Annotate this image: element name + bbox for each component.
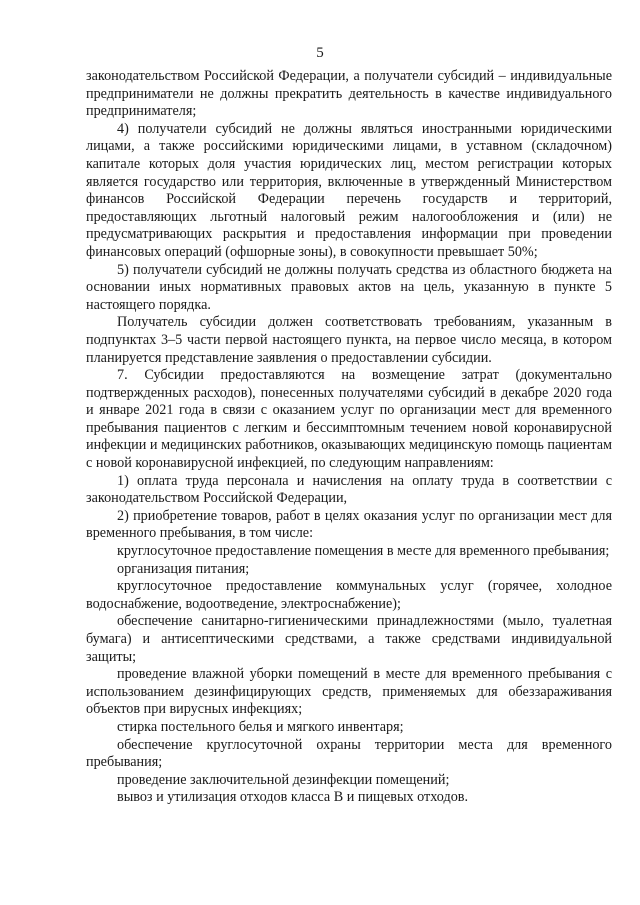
paragraph-section-7: 7. Субсидии предоставляются на возмещение затрат (документально подтвержденных расходов), понесенных получателями субсидий в декабре 2020 года и январе 2021 года в связи с оказанием услуг по организации мест для временного пребывания пациентов с легким и бессимптомным течением новой коронавирусной инфекции и медицинских работников, оказывающих медицинскую помощь пациентам с новой коронавирусной инфекцией, по следующим направлениям:	[86, 367, 612, 472]
paragraph-item-4: 4) получатели субсидий не должны являться иностранными юридическими лицами, а также российскими юридическими лицами, в уставном (складочном) капитале которых доля участия юридических лиц, местом регистрации которых является государство или территория, включенные в утвержденный Министерством финансов Российской Федерации перечень государств и территорий, предоставляющих льготный налоговый режим налогообложения и (или) не предусматривающих раскрытия и предоставления информации при проведении финансовых операций (офшорные зоны), в совокупности превышает 50%;	[86, 120, 612, 260]
paragraph-item-5: 5) получатели субсидий не должны получать средства из областного бюджета на основании иных нормативных правовых актов на цель, указанную в пункте 5 настоящего порядка.	[86, 261, 612, 313]
page-number: 5	[316, 45, 324, 61]
paragraph-direction-1: 1) оплата труда персонала и начисления на оплату труда в соответствии с законодательством Российской Федерации,	[86, 472, 612, 507]
list-item-laundry: стирка постельного белья и мягкого инвентаря;	[117, 718, 404, 735]
list-item-hygiene-supplies: обеспечение санитарно-гигиеническими принадлежностями (мыло, туалетная бумага) и антисептическими средствами, а также средствами индивидуальной защиты;	[86, 613, 612, 665]
list-item-wet-cleaning: проведение влажной уборки помещений в месте для временного пребывания с использованием дезинфицирующих средств, применяемых для обеззараживания объектов при вирусных инфекциях;	[86, 666, 612, 718]
list-item-accommodation: круглосуточное предоставление помещения в месте для временного пребывания;	[117, 543, 610, 560]
paragraph-recipient-requirements: Получатель субсидии должен соответствовать требованиям, указанным в подпунктах 3–5 части первой настоящего пункта, на первое число месяца, в котором планируется представление заявления о предоставлении субсидии.	[86, 314, 612, 366]
document-body	[86, 68, 612, 807]
paragraph-direction-2: 2) приобретение товаров, работ в целях оказания услуг по организации мест для временного пребывания, в том числе:	[86, 507, 612, 542]
list-item-utilities: круглосуточное предоставление коммунальных услуг (горячее, холодное водоснабжение, водоотведение, электроснабжение);	[86, 578, 612, 612]
list-item-final-disinfection: проведение заключительной дезинфекции помещений;	[117, 771, 450, 788]
list-item-security: обеспечение круглосуточной охраны территории места для временного пребывания;	[86, 736, 612, 771]
list-item-catering: организация питания;	[117, 560, 250, 577]
list-item-waste-disposal: вывоз и утилизация отходов класса В и пищевых отходов.	[117, 789, 469, 806]
paragraph-continuation: законодательством Российской Федерации, а получатели субсидий – индивидуальные предприниматели не должны прекратить деятельность в качестве индивидуального предпринимателя;	[86, 68, 612, 120]
